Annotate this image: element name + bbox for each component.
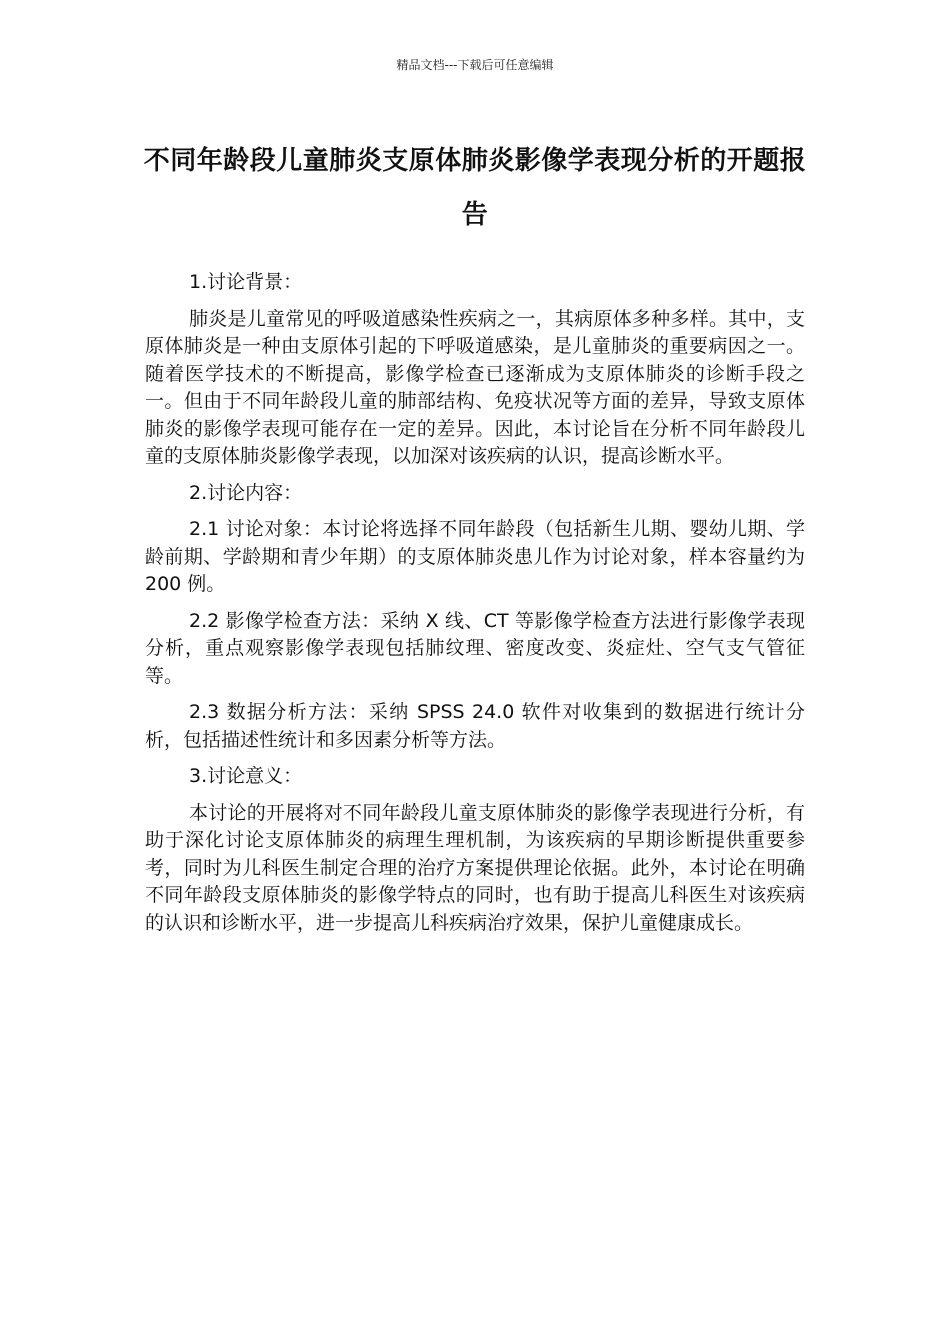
paragraph-data-analysis: 2.3 数据分析方法：采纳 SPSS 24.0 软件对收集到的数据进行统计分析，包括描述性统计和多因素分析等方法。 [145, 701, 805, 751]
section-heading-background: 1.讨论背景： [189, 271, 303, 293]
paragraph-imaging-methods: 2.2 影像学检查方法：采纳 X 线、CT 等影像学检查方法进行影像学表现分析，重点观察影像学表现包括肺纹理、密度改变、炎症灶、空气支气管征等。 [145, 609, 805, 687]
section-heading-significance: 3.讨论意义： [189, 765, 303, 787]
section-heading-content: 2.讨论内容： [189, 481, 303, 504]
paragraph-significance: 本讨论的开展将对不同年龄段儿童支原体肺炎的影像学表现进行分析，有助于深化讨论支原体肺炎的病理生理机制，为该疾病的早期诊断提供重要参考，同时为儿科医生制定合理的治疗方案提供理论依据。此外，本讨论在明确不同年龄段支原体肺炎的影像学特点的同时，也有助于提高儿科医生对该疾病的认识和诊断水平，进一步提高儿科疾病治疗效果，保护儿童健康成长。 [145, 801, 805, 934]
paragraph-background: 肺炎是儿童常见的呼吸道感染性疾病之一，其病原体多种多样。其中，支原体肺炎是一种由支原体引起的下呼吸道感染，是儿童肺炎的重要病因之一。随着医学技术的不断提高，影像学检查已逐渐成为支原体肺炎的诊断手段之一。但由于不同年龄段儿童的肺部结构、免疫状况等方面的差异，导致支原体肺炎的影像学表现可能存在一定的差异。因此，本讨论旨在分析不同年龄段儿童的支原体肺炎影像学表现，以加深对该疾病的认识，提高诊断水平。 [145, 307, 805, 467]
document-title: 不同年龄段儿童肺炎支原体肺炎影像学表现分析的开题报告 [143, 146, 807, 230]
document-body [145, 269, 805, 946]
paragraph-study-subjects: 2.1 讨论对象：本讨论将选择不同年龄段（包括新生儿期、婴幼儿期、学龄前期、学龄期和青少年期）的支原体肺炎患儿作为讨论对象，样本容量约为 200 例。 [145, 518, 805, 595]
page-header-note: 精品文档---下载后可任意编辑 [396, 58, 554, 72]
